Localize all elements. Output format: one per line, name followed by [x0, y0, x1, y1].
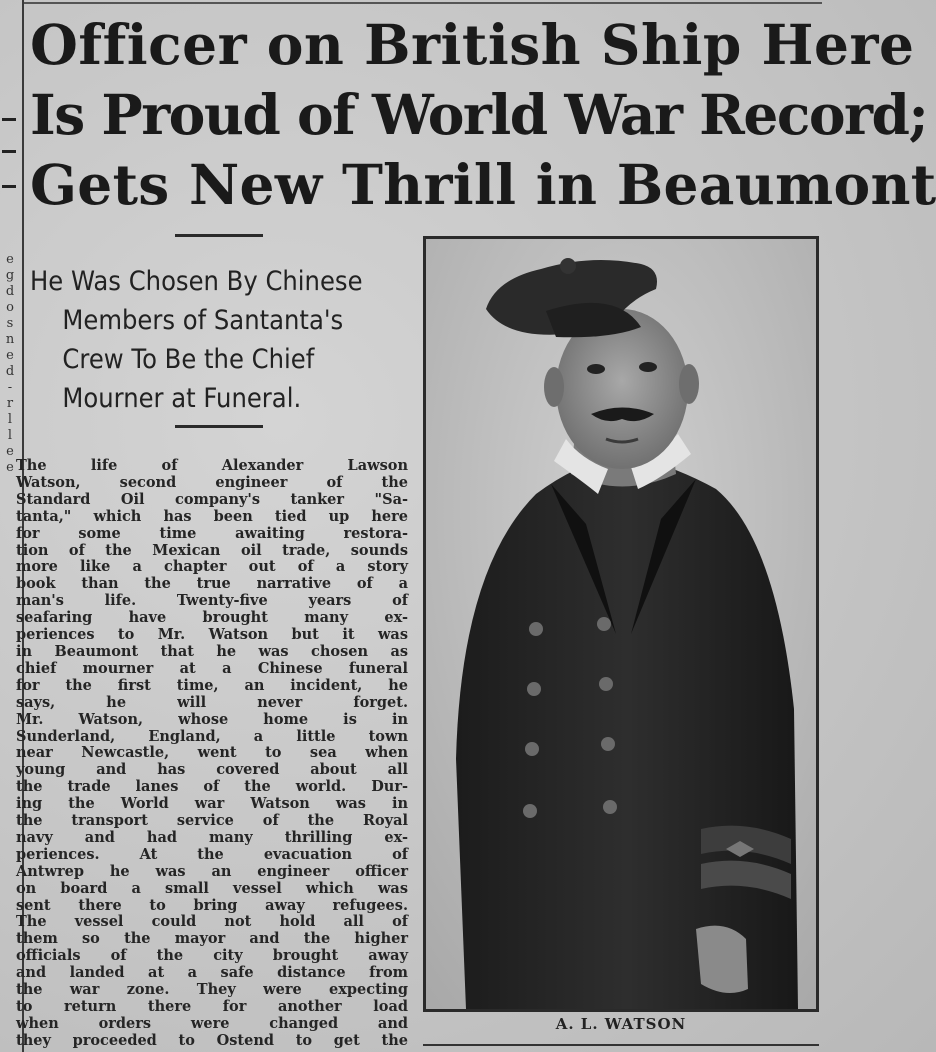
article-line: Antwrep he was an engineer officer — [16, 862, 408, 880]
letter: e — [6, 252, 14, 267]
letter: l — [7, 412, 13, 427]
article-line: the war zone. They were expecting — [16, 981, 408, 999]
adjacent-column-letters — [2, 252, 18, 476]
subheadline — [30, 262, 377, 418]
article-line: sent there to bring away refugees. — [16, 896, 408, 914]
column-dash — [2, 185, 16, 188]
headline-line-3: Gets New Thrill in Beaumont — [30, 152, 936, 217]
headline — [30, 10, 936, 220]
column-dash — [2, 150, 16, 153]
article-line: to return there for another load — [16, 998, 408, 1015]
letter: - — [7, 380, 13, 395]
article-line: man's life. Twenty-five years of — [16, 592, 408, 610]
letter: e — [6, 460, 14, 475]
subhead-line-3: Crew To Be the Chief — [62, 344, 315, 375]
article-line: Standard Oil company's tanker "Sa- — [16, 490, 408, 508]
article-line: ing the World war Watson was in — [16, 795, 408, 813]
article-line: seafaring have brought many ex- — [16, 609, 408, 627]
article-body — [16, 458, 408, 1050]
subhead-line-4: Mourner at Funeral. — [62, 383, 302, 414]
letter: l — [7, 428, 13, 443]
article-line: Mr. Watson, whose home is in — [16, 710, 408, 728]
article-line: on board a small vessel which was — [16, 879, 408, 897]
letter: n — [5, 332, 15, 347]
letter: g — [5, 268, 15, 283]
letter: o — [6, 300, 14, 315]
article-line: more like a chapter out of a story — [16, 558, 408, 576]
article-line: says, he will never forget. — [16, 693, 408, 711]
article-line: when orders were changed and — [16, 1014, 408, 1032]
column-dash — [2, 118, 16, 121]
article-line: tanta," which has been tied up here — [16, 507, 408, 525]
letter: r — [6, 396, 14, 411]
headline-line-1: Officer on British Ship Here — [30, 12, 915, 77]
article-line: tion of the Mexican oil trade, sounds — [16, 541, 408, 559]
caption-rule — [423, 1044, 819, 1046]
letter: d — [5, 284, 15, 299]
article-line: the trade lanes of the world. Dur- — [16, 778, 408, 796]
article-line: young and has covered about all — [16, 761, 408, 779]
article-line: near Newcastle, went to sea when — [16, 744, 408, 762]
subhead-line-2: Members of Santanta's — [62, 305, 344, 336]
article-line: for the first time, an incident, he — [16, 676, 408, 694]
headline-divider — [175, 234, 263, 237]
article-line: and landed at a safe distance from — [16, 964, 408, 982]
subhead-line-1: He Was Chosen By Chinese — [30, 266, 363, 297]
article-line: in Beaumont that he was chosen as — [16, 642, 408, 660]
letter: d — [5, 364, 15, 379]
letter: e — [6, 348, 14, 363]
article-line: book than the true narrative of a — [16, 575, 408, 593]
top-rule — [22, 2, 822, 4]
article-line: chief mourner at a Chinese funeral — [16, 659, 408, 677]
article-line: they proceeded to Ostend to get the — [16, 1031, 408, 1049]
letter: e — [6, 444, 14, 459]
portrait-photo — [423, 236, 819, 1012]
article-line: them so the mayor and the higher — [16, 930, 408, 948]
article-line: for some time awaiting restora- — [16, 524, 408, 542]
article-line: periences. At the evacuation of — [16, 845, 408, 863]
article-line: navy and had many thrilling ex- — [16, 828, 408, 846]
article-line: periences to Mr. Watson but it was — [16, 626, 408, 644]
article-line: The vessel could not hold all of — [16, 913, 408, 931]
subhead-divider — [175, 425, 263, 428]
portrait-illustration — [426, 239, 816, 1009]
headline-line-2: Is Proud of World War Record; — [30, 82, 928, 147]
article-line: officials of the city brought away — [16, 947, 408, 965]
article-line: The life of Alexander Lawson — [16, 457, 408, 474]
letter: s — [6, 316, 14, 331]
article-line: Sunderland, England, a little town — [16, 727, 408, 745]
article-line: Watson, second engineer of the — [16, 473, 408, 491]
photo-caption: A. L. WATSON — [555, 1015, 687, 1033]
article-line: the transport service of the Royal — [16, 812, 408, 830]
